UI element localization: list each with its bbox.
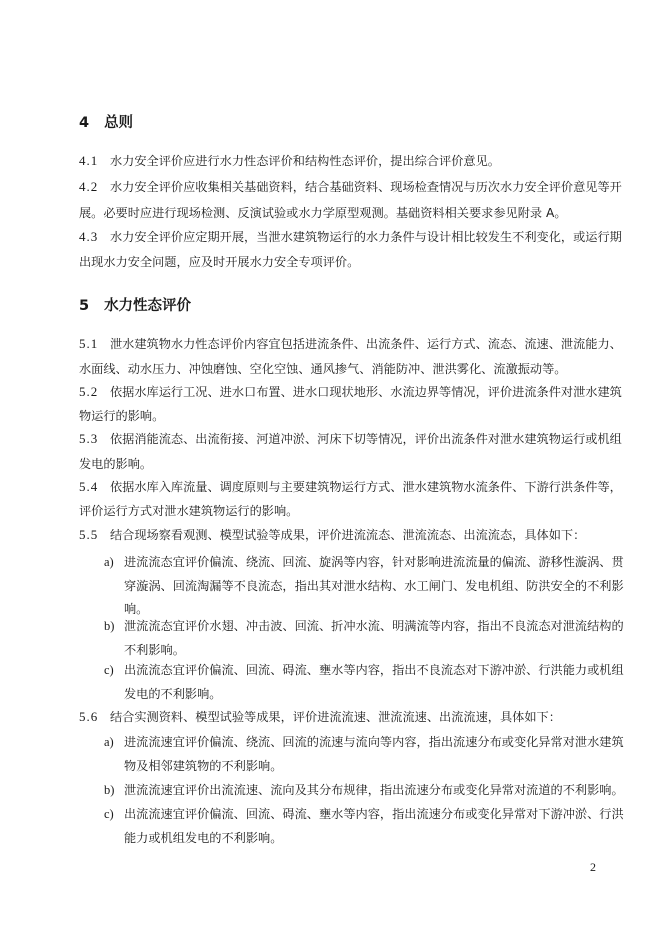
list-item-label: a) (104, 555, 114, 569)
list-item-text: 泄流流态宜评价水翅、冲击波、回流、折冲水流、明满流等内容，指出不良流态对泄流结构的 (124, 619, 624, 633)
clause-text: 水面线、动水压力、冲蚀磨蚀、空化空蚀、通风掺气、消能防冲、泄洪雾化、流激振动等。 (79, 362, 567, 376)
clause-text: 依据水库入库流量、调度原则与主要建筑物运行方式、泄水建筑物水流条件、下游行洪条件等， (110, 480, 622, 494)
clause-text: 物运行的影响。 (79, 409, 165, 423)
section-4-heading (79, 111, 133, 132)
list-item-label: c) (104, 663, 114, 677)
list-item-text: 发电的不利影响。 (124, 687, 222, 701)
list-item-text: 出流流态宜评价偏流、回流、碍流、壅水等内容，指出不良流态对下游冲淤、行洪能力或机组 (124, 663, 624, 677)
list-item-text: 进流流态宜评价偏流、绕流、回流、旋涡等内容，针对影响进流流量的偏流、游移性漩涡、贯 (124, 555, 624, 569)
list-item-label: b) (104, 783, 115, 797)
list-item-text: 泄流流速宜评价出流流速、流向及其分布规律，指出流速分布或变化异常对流道的不利影响。 (124, 783, 624, 797)
clause-text: 结合现场察看观测、模型试验等成果，评价进流流态、泄流流态、出流流态，具体如下： (110, 528, 586, 542)
list-item-label: a) (104, 735, 114, 749)
list-item-text: 出流流速宜评价偏流、回流、碍流、壅水等内容，指出流速分布或变化异常对下游冲淤、行洪 (124, 807, 624, 821)
clause-text: 依据水库运行工况、进水口布置、进水口现状地形、水流边界等情况，评价进流条件对泄水建筑 (110, 385, 622, 399)
clause-text: 水力安全评价应收集相关基础资料，结合基础资料、现场检查情况与历次水力安全评价意见等开 (110, 180, 622, 194)
clause-text: 发电的影响。 (79, 457, 153, 471)
list-item-text: 不利影响。 (124, 643, 185, 657)
clause-number: 5.1 (79, 336, 99, 351)
clause-number: 4.1 (79, 153, 99, 168)
list-item-label: b) (104, 619, 115, 633)
clause-number: 4.2 (79, 179, 99, 194)
list-item-text: 穿漩涡、回流淘漏等不良流态，指出其对泄水结构、水工闸门、发电机组、防洪安全的不利影 (124, 579, 624, 593)
clause-number: 5.4 (79, 479, 99, 494)
clause-text: 水力安全评价应进行水力性态评价和结构性态评价，提出综合评价意见。 (110, 154, 500, 168)
clause-number: 5.3 (79, 431, 99, 446)
list-item-label: c) (104, 807, 114, 821)
clause-text: 评价运行方式对泄水建筑物运行的影响。 (79, 504, 299, 518)
clause-text: 结合实测资料、模型试验等成果，评价进流流速、泄流流速、出流流速，具体如下： (110, 710, 561, 724)
page-number: 2 (590, 860, 596, 874)
section-5-number: 5 (79, 298, 90, 314)
clause-number: 4.3 (79, 229, 99, 244)
clause-text: 泄水建筑物水力性态评价内容宜包括进流条件、出流条件、运行方式、流态、流速、泄流能力、 (110, 337, 622, 351)
section-5-heading (79, 294, 191, 315)
clause-text: 水力安全评价应定期开展，当泄水建筑物运行的水力条件与设计相比较发生不利变化，或运行期 (110, 230, 622, 244)
section-4-number: 4 (79, 115, 90, 131)
clause-number: 5.2 (79, 384, 99, 399)
clause-text: 出现水力安全问题，应及时开展水力安全专项评价。 (79, 255, 360, 269)
list-item-text: 进流流速宜评价偏流、绕流、回流的流速与流向等内容，指出流速分布或变化异常对泄水建筑 (124, 735, 624, 749)
clause-number: 5.5 (79, 527, 99, 542)
section-4-title: 总则 (104, 115, 134, 131)
list-item-text: 响。 (124, 602, 149, 616)
list-item-text: 物及相邻建筑物的不利影响。 (124, 759, 283, 773)
clause-number: 5.6 (79, 709, 99, 724)
list-item-text: 能力或机组发电的不利影响。 (124, 831, 283, 845)
section-5-title: 水力性态评价 (104, 298, 192, 314)
clause-text: 展。必要时应进行现场检测、反演试验或水力学原型观测。基础资料相关要求参见附录 A。 (79, 206, 567, 220)
clause-text: 依据消能流态、出流衔接、河道冲淤、河床下切等情况，评价出流条件对泄水建筑物运行或机组 (110, 432, 622, 446)
